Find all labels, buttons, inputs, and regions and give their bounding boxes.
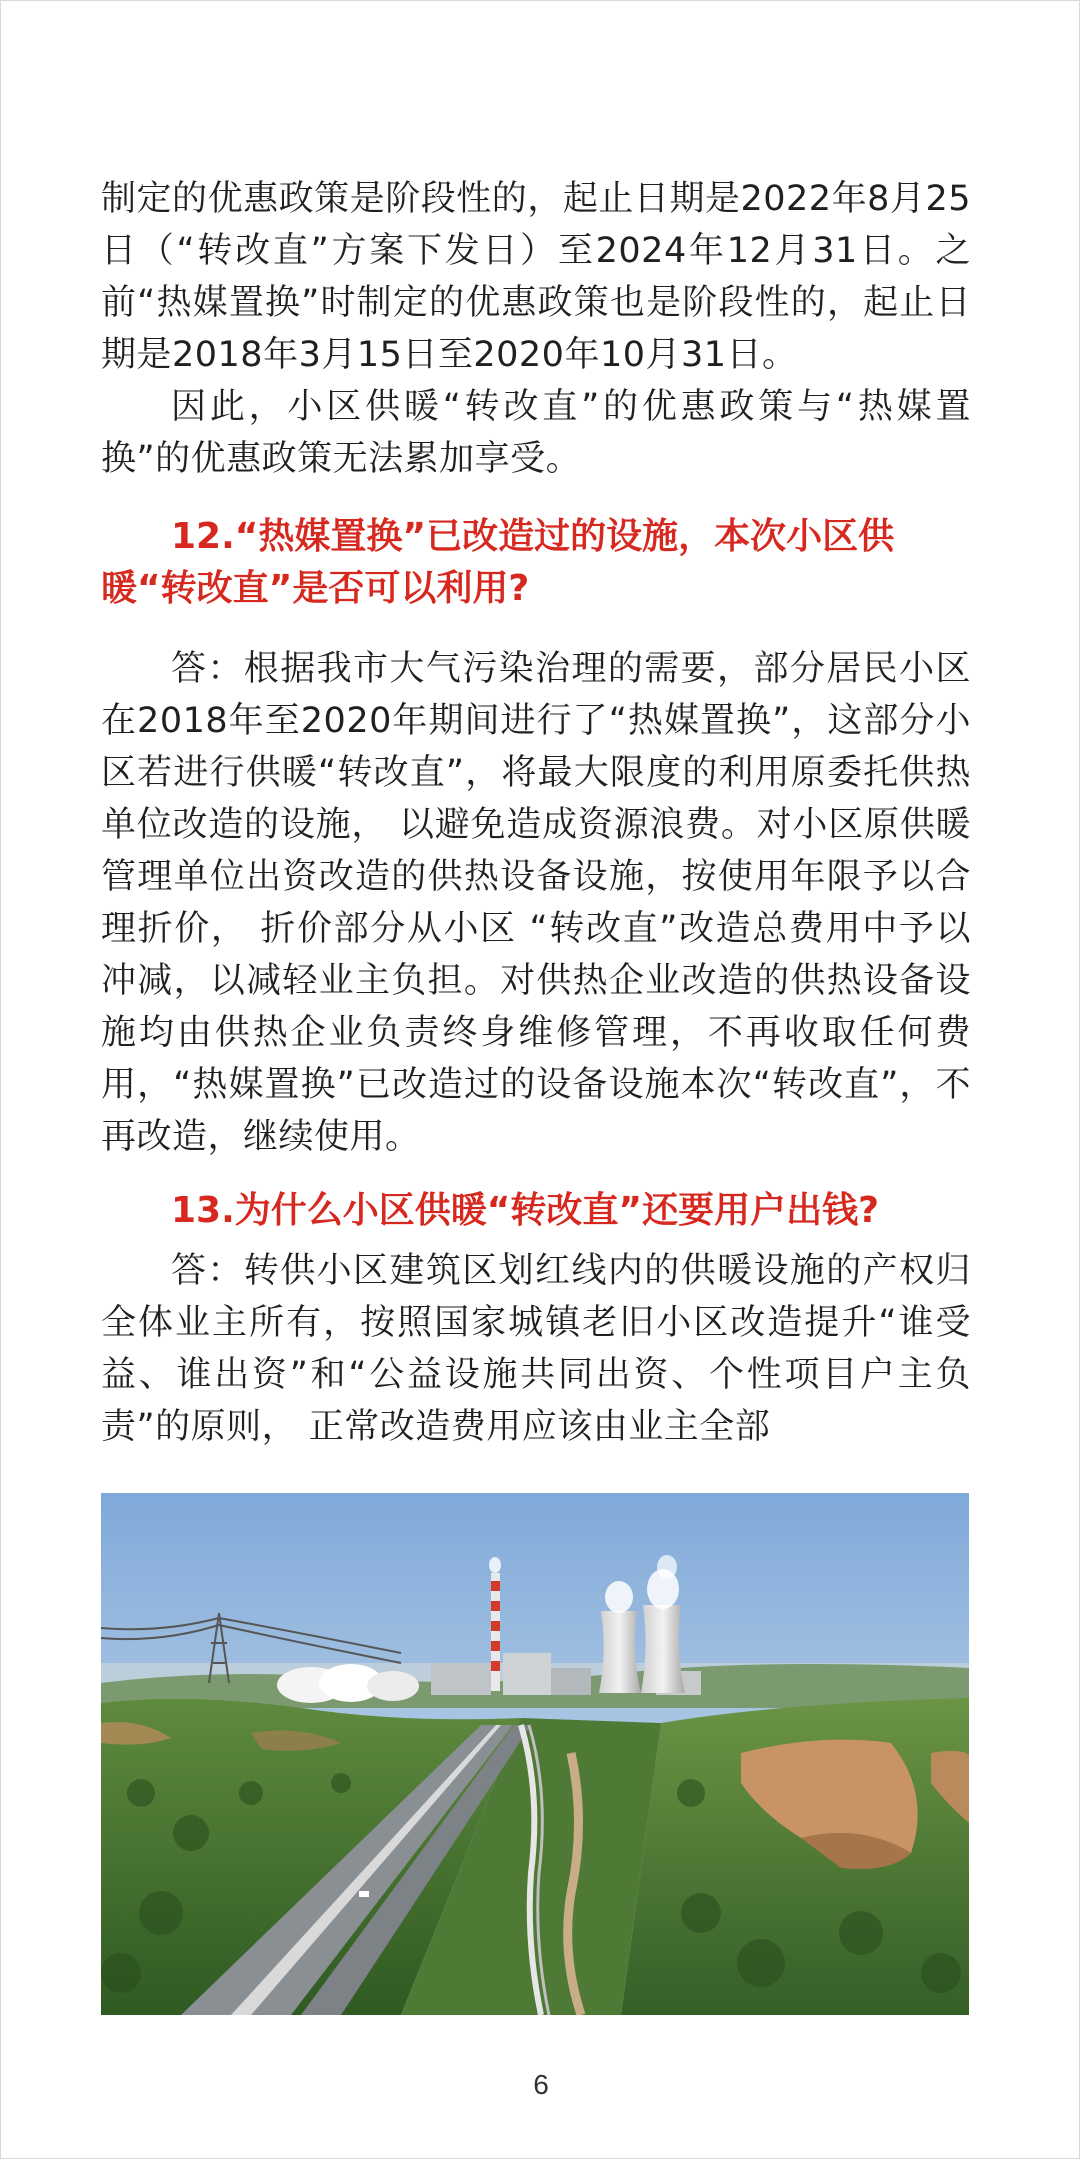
intro-paragraph: 制定的优惠政策是阶段性的，起止日期是2022年8月25日（“转改直”方案下发日）至2024年12月31日。之前“热媒置换”时制定的优惠政策也是阶段性的，起止日期是2018年3月15日至2020年10月31日。 — [101, 179, 971, 375]
question-13-heading: 13.为什么小区供暖“转改直”还要用户出钱? — [171, 1190, 879, 1231]
conclusion-paragraph: 因此，小区供暖“转改直”的优惠政策与“热媒置换”的优惠政策无法累加享受。 — [101, 387, 971, 479]
question-12-heading: 12.“热媒置换”已改造过的设施，本次小区供暖“转改直”是否可以利用? — [101, 516, 895, 609]
page-number: 6 — [533, 2069, 549, 2100]
answer-12-paragraph: 答：根据我市大气污染治理的需要，部分居民小区在2018年至2020年期间进行了“热媒置换”，这部分小区若进行供暖“转改直”，将最大限度的利用原委托供热单位改造的设施， 以避免造成资源浪费。对小区原供暖管理单位出资改造的供热设备设施，按使用年限予以合理折价， 折价部分从小区 “转改直”改造总费用中予以冲减，以减轻业主负担。对供热企业改造的供热设备设施均由供热企业负责终身维修管理，不再收取任何费用，“热媒置换”已改造过的设备设施本次“转改直”，不再改造，继续使用。 — [101, 649, 971, 1157]
page-content — [101, 173, 971, 1453]
power-plant-landscape-icon — [101, 1493, 969, 2015]
answer-13-paragraph: 答：转供小区建筑区划红线内的供暖设施的产权归全体业主所有，按照国家城镇老旧小区改造提升“谁受益、谁出资”和“公益设施共同出资、个性项目户主负责”的原则， 正常改造费用应该由业主全部 — [101, 1251, 971, 1447]
power-plant-photo — [101, 1493, 969, 2015]
